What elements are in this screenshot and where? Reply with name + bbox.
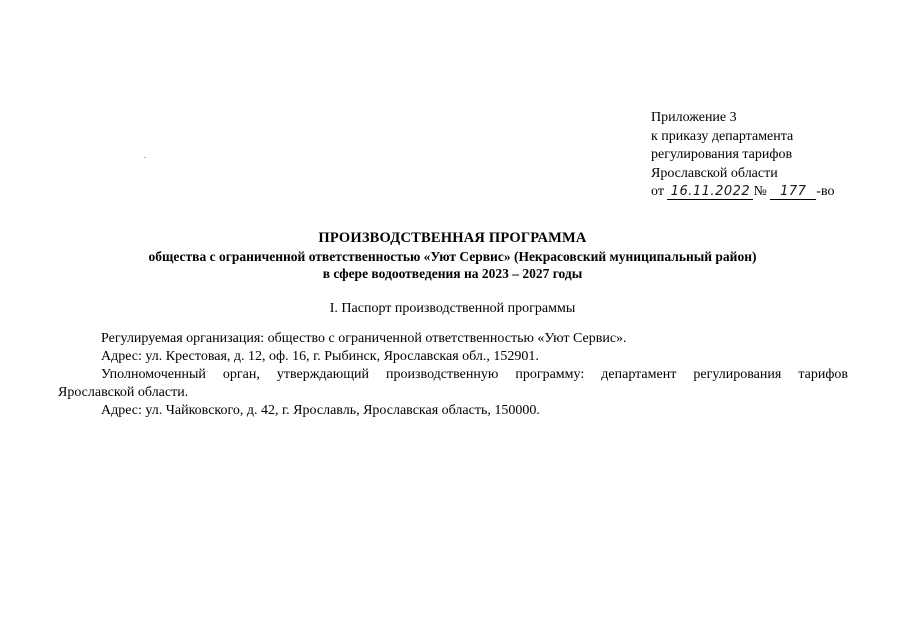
from-prefix: от [651, 184, 664, 199]
appendix-line-department: регулирования тарифов [651, 147, 793, 162]
document-subtitle-organization: общества с ограниченной ответственностью «Уют Сервис» (Некрасовский муниципальный район) [148, 249, 757, 264]
section-heading: I. Паспорт производственной программы [329, 301, 576, 316]
authorized-body: Уполномоченный орган, утверждающий производственную программу: департамент регулирования тарифов [101, 367, 848, 382]
appendix-block [651, 109, 834, 202]
order-suffix: -во [816, 184, 835, 199]
authorized-body-continuation: Ярославской области. [58, 385, 189, 400]
document-title-block [0, 229, 905, 282]
document-title: ПРОИЗВОДСТВЕННАЯ ПРОГРАММА [318, 230, 587, 246]
appendix-title: Приложение 3 [651, 110, 737, 125]
handwritten-date: 16.11.2022 [667, 184, 753, 200]
scan-speck [144, 157, 146, 158]
passport-body [58, 330, 848, 420]
document-subtitle-period: в сфере водоотведения на 2023 – 2027 годы [322, 266, 583, 281]
handwritten-order-number: 177 [770, 184, 816, 200]
appendix-line-region: Ярославской области [651, 165, 778, 181]
authorized-body-address: Адрес: ул. Чайковского, д. 42, г. Ярославль, Ярославская область, 150000. [101, 403, 540, 418]
appendix-date-number-line [651, 183, 834, 202]
regulated-organization: Регулируемая организация: общество с ограниченной ответственностью «Уют Сервис». [101, 331, 627, 346]
organization-address: Адрес: ул. Крестовая, д. 12, оф. 16, г. Рыбинск, Ярославская обл., 152901. [101, 349, 539, 364]
number-sign: № [753, 184, 767, 199]
appendix-line-order: к приказу департамента [651, 128, 794, 144]
